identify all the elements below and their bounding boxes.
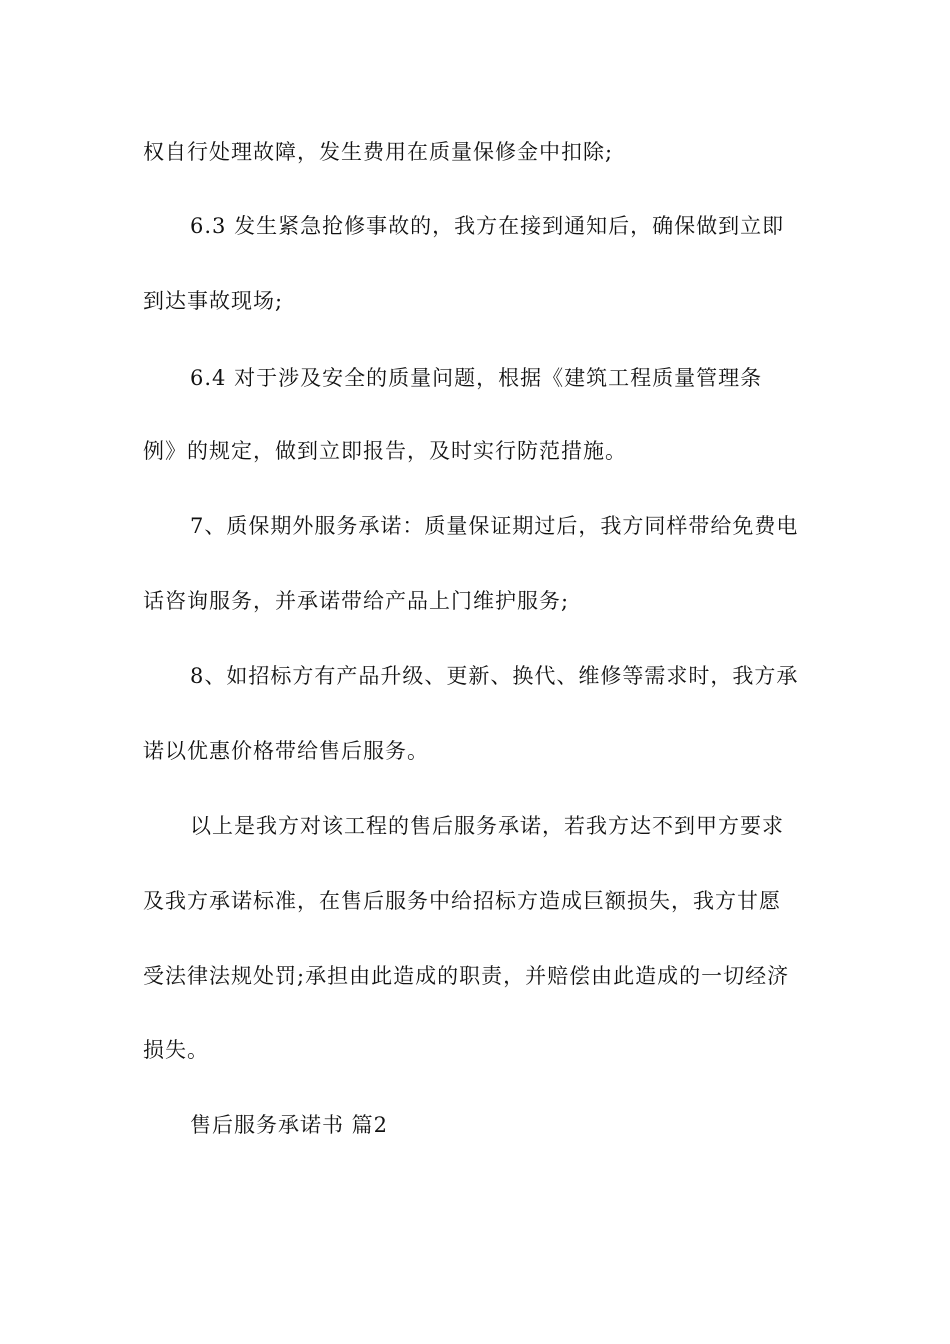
- paragraph-line: 8、如招标方有产品升级、更新、换代、维修等需求时，我方承: [190, 664, 799, 688]
- paragraph-line: 6.4 对于涉及安全的质量问题，根据《建筑工程质量管理条: [190, 366, 763, 390]
- paragraph-line: 到达事故现场;: [143, 289, 284, 313]
- paragraph-line: 例》的规定，做到立即报告，及时实行防范措施。: [143, 439, 627, 463]
- section-heading: 售后服务承诺书 篇2: [190, 1113, 389, 1137]
- paragraph-line: 损失。: [143, 1038, 209, 1062]
- paragraph-line: 诺以优惠价格带给售后服务。: [143, 739, 429, 763]
- paragraph-line: 受法律法规处罚;承担由此造成的职责，并赔偿由此造成的一切经济: [143, 964, 790, 988]
- paragraph-line: 话咨询服务，并承诺带给产品上门维护服务;: [143, 589, 570, 613]
- paragraph-line: 以上是我方对该工程的售后服务承诺，若我方达不到甲方要求: [190, 814, 784, 838]
- paragraph-line: 及我方承诺标准，在售后服务中给招标方造成巨额损失，我方甘愿: [143, 889, 781, 913]
- paragraph-line: 7、质保期外服务承诺：质量保证期过后，我方同样带给免费电: [190, 514, 799, 538]
- paragraph-line: 6.3 发生紧急抢修事故的，我方在接到通知后，确保做到立即: [190, 214, 785, 238]
- paragraph-line: 权自行处理故障，发生费用在质量保修金中扣除;: [143, 140, 614, 164]
